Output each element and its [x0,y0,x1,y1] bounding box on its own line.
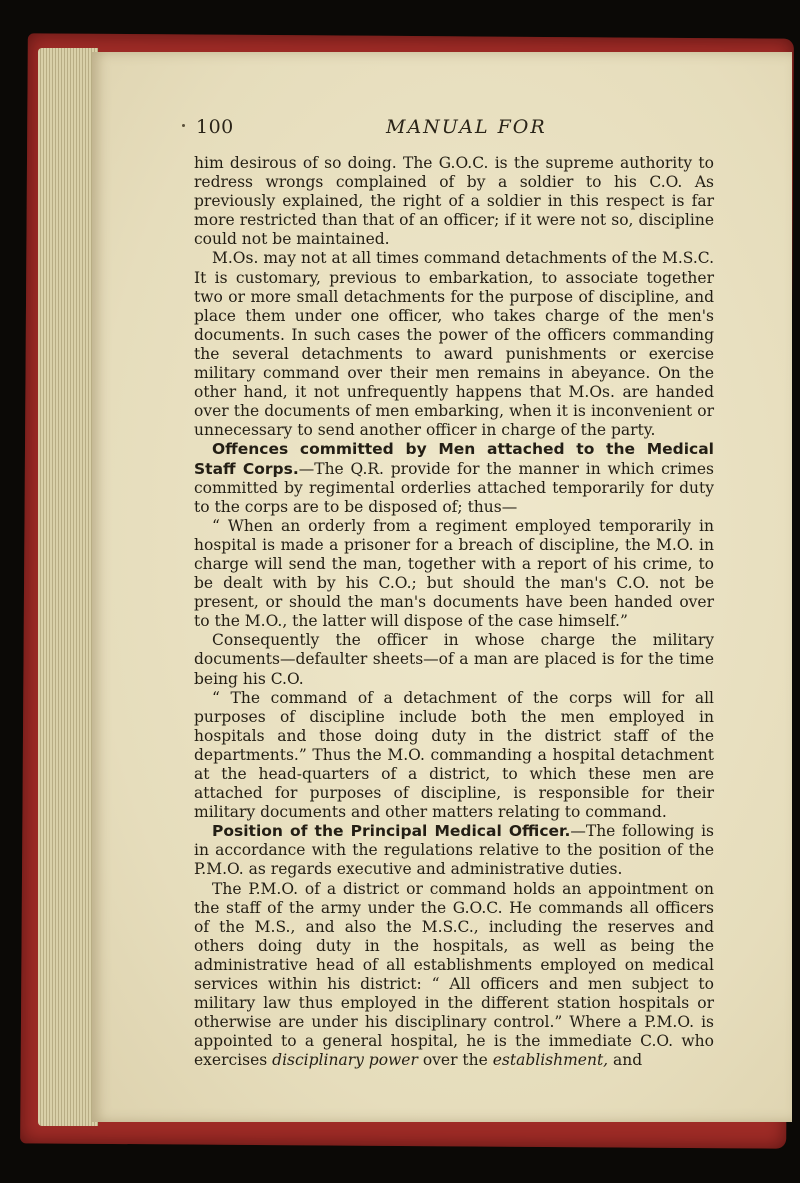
paragraph-7 [194,822,714,879]
section-heading-pmo: Position of the Principal Medical Officer. [212,822,571,841]
paragraph-8-mid: over the [417,1051,493,1070]
running-head [196,116,716,142]
paragraph-3 [194,440,714,516]
paragraph-3-text: —The Q.R. provide for the manner in which crimes committed by regimental orderlies attached temporarily for duty to the corps are to be disposed of; thus— [194,459,714,516]
paragraph-8-text: The P.M.O. of a district or command holds an appointment on the staff of the army under the G.O.C. He commands all officers of the M.S., and also the M.S.C., including the reserves and others doing duty in the hospitals, as well as being the administrative head of all establishments employed on medical services within his district: “ All officers and men subject to military law thus employed in the different station hospitals or otherwise are under his disciplinary control.” Where a P.M.O. is appointed to a general hospital, he is the immediate C.O. who exercises [194,879,714,1070]
margin-mark [182,124,185,127]
emphasis-disciplinary-power: disciplinary power [272,1051,418,1070]
emphasis-establishment: establishment, [492,1051,609,1070]
paragraph-1: him desirous of so doing. The G.O.C. is the supreme authority to redress wrongs complained of by a soldier to his C.O. As previously explained, the right of a soldier in this respect is far more restricted than that of an officer; if it were not so, discipline could not be maintained. [194,154,714,249]
paragraph-8-tail: and [608,1051,643,1070]
running-title: MANUAL FOR [386,116,547,138]
section-heading-offences: Offences committed by Men attached to the Medical Staff Corps. [194,440,714,478]
page-edges [38,48,98,1126]
paragraph-7-text: —The following is in accordance with the regulations relative to the position of the P.M.O. as regards executive and administrative duties. [194,822,714,879]
paragraph-4-quote: “ When an orderly from a regiment employed temporarily in hospital is made a prisoner for a breach of discipline, the M.O. in charge will send the man, together with a report of his crime, to be dealt with by his C.O.; but should the man's C.O. not be present, or should the man's documents have been handed over to the M.O., the latter will dispose of the case himself.” [194,516,714,631]
paragraph-6-quote: “ The command of a detachment of the corps will for all purposes of discipline include both the men employed in hospitals and those doing duty in the district staff of the departments.” Thus the M.O. commanding a hospital detachment at the head-quarters of a district, to which these men are attached for purposes of discipline, is responsible for their military documents and other matters relating to command. [194,688,714,822]
page-number: 100 [196,116,234,138]
paragraph-5: Consequently the officer in whose charge the military documents—defaulter sheets—of a man are placed is for the time being his C.O. [194,631,714,688]
paragraph-2: M.Os. may not at all times command detachments of the M.S.C. It is customary, previous to embarkation, to associate together two or more small detachments for the purpose of discipline, and place them under one officer, who takes charge of the men's documents. In such cases the power of the officers commanding the several detachments to award punishments or exercise military command over their men remains in abeyance. On the other hand, it not unfrequently happens that M.Os. are handed over the documents of men embarking, when it is inconvenient or unnecessary to send another officer in charge of the party. [194,249,714,440]
paragraph-8 [194,880,714,1071]
body-text [194,154,714,1071]
